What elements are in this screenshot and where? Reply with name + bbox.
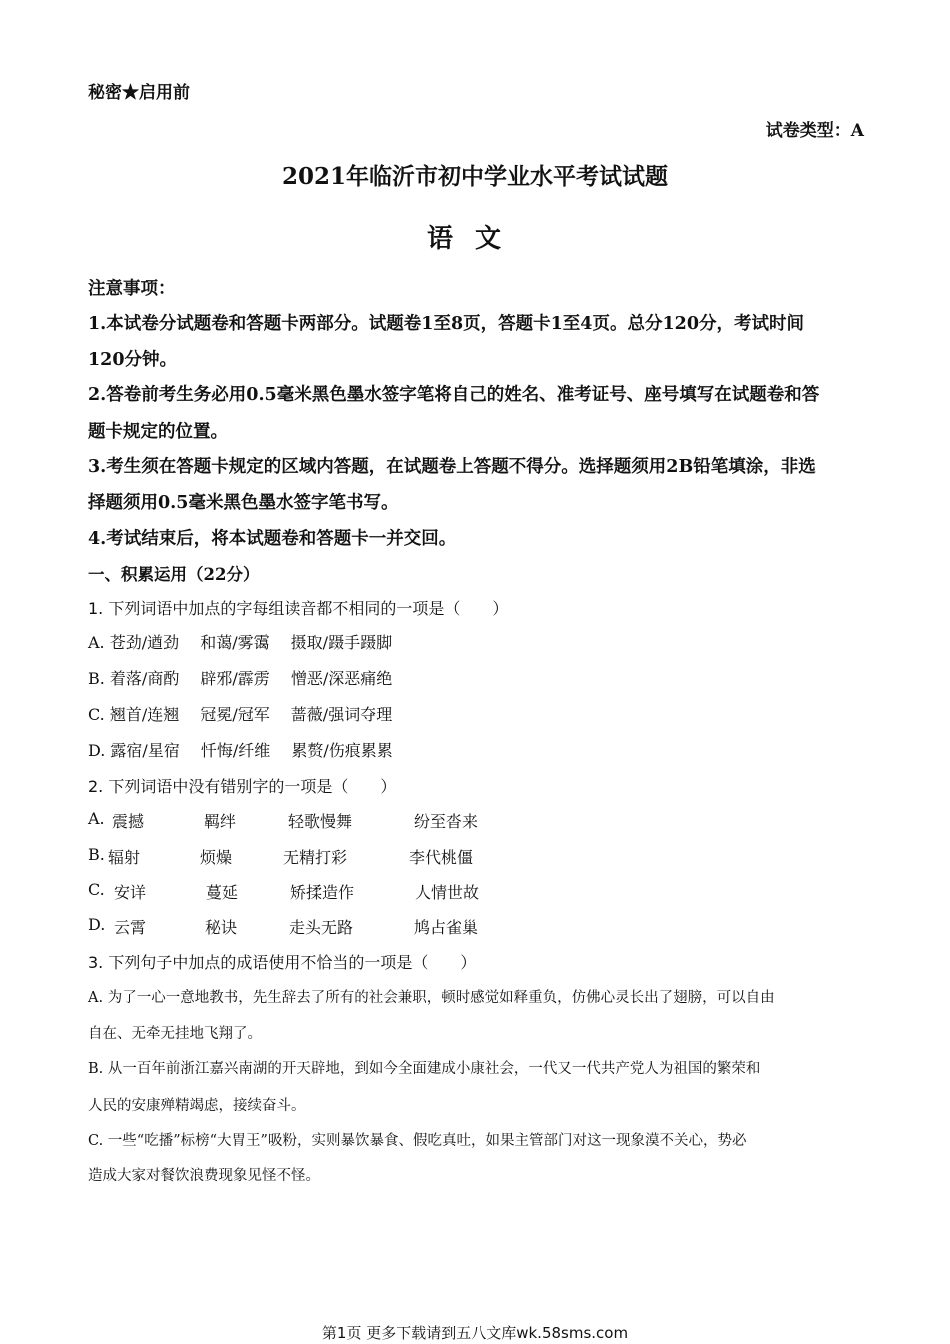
option-word: 辐射 (108, 848, 141, 867)
option-word: 云霄 (114, 918, 147, 937)
question-3-option-b: B. 从一百年前浙江嘉兴南湖的开天辟地，到如今全面建成小康社会，一代又一代共产党人为祖国的繁荣和 (88, 1061, 761, 1077)
option-word: 走头无路 (289, 918, 354, 937)
question-3-option-c-cont: 造成大家对餐饮浪费现象见怪不怪。 (88, 1168, 320, 1184)
notice-line: 题卡规定的位置。 (88, 422, 228, 442)
question-3-option-c: C. 一些“吃播”标榜“大胃王”吸粉，实则暴饮暴食、假吃真吐，如果主管部门对这一现象漠不关心，势必 (88, 1133, 747, 1149)
question-1-option-a: A. 苍劲/遒劲 和蔼/雾霭 摄取/蹑手蹑脚 (88, 633, 393, 652)
paper-type: 试卷类型：A (765, 121, 864, 141)
question-3-stem: 3. 下列句子中加点的成语使用不恰当的一项是（ ） (88, 953, 477, 972)
question-2-stem: 2. 下列词语中没有错别字的一项是（ ） (88, 777, 397, 796)
option-word: 人情世故 (415, 883, 480, 902)
option-letter: D. (88, 915, 106, 934)
question-1-stem: 1. 下列词语中加点的字每组读音都不相同的一项是（ ） (88, 599, 509, 618)
option-word: 蔓延 (206, 883, 239, 902)
notice-heading: 注意事项： (88, 279, 176, 299)
notice-line: 3.考生须在答题卡规定的区域内答题，在试题卷上答题不得分。选择题须用2B铅笔填涂，非选 (88, 457, 816, 477)
notice-line: 2.答卷前考生务必用0.5毫米黑色墨水签字笔将自己的姓名、准考证号、座号填写在试题卷和答 (88, 385, 820, 405)
option-word: 震撼 (112, 812, 145, 831)
notice-line: 择题须用0.5毫米黑色墨水签字笔书写。 (88, 493, 399, 513)
exam-title: 2021年临沂市初中学业水平考试试题 (281, 163, 668, 190)
subject-title: 语文 (426, 224, 523, 254)
question-1-option-c: C. 翘首/连翘 冠冕/冠军 蔷薇/强词夺理 (88, 705, 393, 724)
section-heading: 一、积累运用（22分） (88, 565, 260, 584)
question-3-option-b-cont: 人民的安康殚精竭虑，接续奋斗。 (88, 1098, 306, 1114)
confidential-mark: 秘密★启用前 (88, 83, 190, 103)
page-footer: 第1页 更多下载请到五八文库wk.58sms.com (321, 1324, 629, 1342)
question-3-option-a: A. 为了一心一意地教书，先生辞去了所有的社会兼职，顿时感觉如释重负，仿佛心灵长出了翅膀，可以自由 (88, 990, 775, 1006)
option-word: 矫揉造作 (290, 883, 355, 902)
option-letter: B. (88, 845, 105, 864)
option-word: 无精打彩 (283, 848, 348, 867)
option-letter: A. (88, 809, 105, 828)
option-word: 安详 (114, 883, 147, 902)
notice-line: 1.本试卷分试题卷和答题卡两部分。试题卷1至8页，答题卡1至4页。总分120分，考试时间 (88, 314, 805, 334)
option-word: 羁绊 (204, 812, 237, 831)
option-word: 烦燥 (200, 848, 233, 867)
notice-line: 120分钟。 (88, 350, 178, 370)
question-3-option-a-cont: 自在、无牵无挂地飞翔了。 (88, 1026, 262, 1042)
question-1-option-b: B. 着落/商酌 辟邪/霹雳 憎恶/深恶痛绝 (88, 669, 393, 688)
notice-line: 4.考试结束后，将本试题卷和答题卡一并交回。 (88, 529, 457, 549)
option-word: 轻歌慢舞 (288, 812, 353, 831)
question-1-option-d: D. 露宿/星宿 忏悔/纤维 累赘/伤痕累累 (88, 741, 393, 760)
option-letter: C. (88, 880, 105, 899)
option-word: 李代桃僵 (409, 848, 474, 867)
option-word: 鸠占雀巢 (414, 918, 479, 937)
option-word: 秘诀 (205, 918, 238, 937)
option-word: 纷至沓来 (414, 812, 479, 831)
